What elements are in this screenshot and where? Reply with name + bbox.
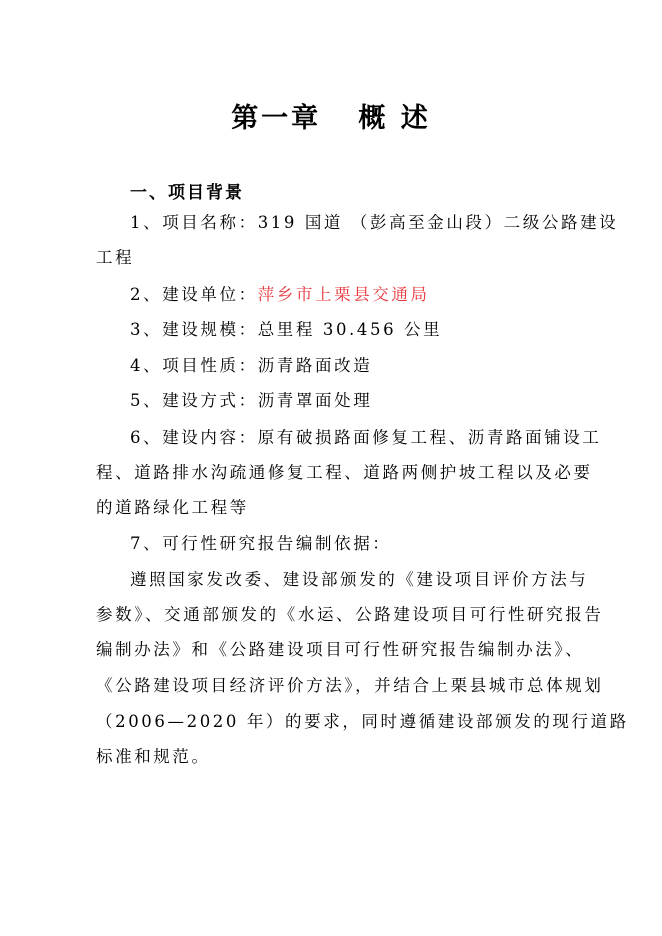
basis-line2: 参数》、交通部颁发的《水运、公路建设项目可行性研究报告 xyxy=(96,605,604,624)
item2-line xyxy=(130,284,430,306)
chapter-title: 第一章 概 述 xyxy=(231,103,431,134)
item5-line: 5、建设方式：沥青罩面处理 xyxy=(130,391,373,410)
basis-line6: 标准和规范。 xyxy=(96,747,211,766)
basis-line1: 遵照国家发改委、建设部颁发的《建设项目评价方法与 xyxy=(130,570,589,589)
item3-line: 3、建设规模：总里程 30.456 公里 xyxy=(130,320,443,339)
item6-line2: 程、道路排水沟疏通修复工程、道路两侧护坡工程以及必要 xyxy=(96,463,593,482)
item1-line1: 1、项目名称：319 国道 （彭高至金山段）二级公路建设 xyxy=(130,213,619,232)
item1-line2: 工程 xyxy=(96,248,135,267)
item6-line1: 6、建设内容：原有破损路面修复工程、沥青路面铺设工 xyxy=(130,428,602,447)
item7-line: 7、可行性研究报告编制依据： xyxy=(130,534,392,553)
basis-line3: 编制办法》和《公路建设项目可行性研究报告编制办法》、 xyxy=(96,640,585,659)
item2-label: 2、建设单位： xyxy=(130,285,258,304)
item6-line3: 的道路绿化工程等 xyxy=(96,498,249,517)
item4-line: 4、项目性质：沥青路面改造 xyxy=(130,356,373,375)
basis-line4: 《公路建设项目经济评价方法》，并结合上栗县城市总体规划 xyxy=(96,676,604,695)
basis-line5: （2006—2020 年）的要求，同时遵循建设部颁发的现行道路 xyxy=(96,712,629,731)
section-heading: 一、项目背景 xyxy=(130,183,244,203)
item2-value: 萍乡市上栗县交通局 xyxy=(257,285,430,304)
